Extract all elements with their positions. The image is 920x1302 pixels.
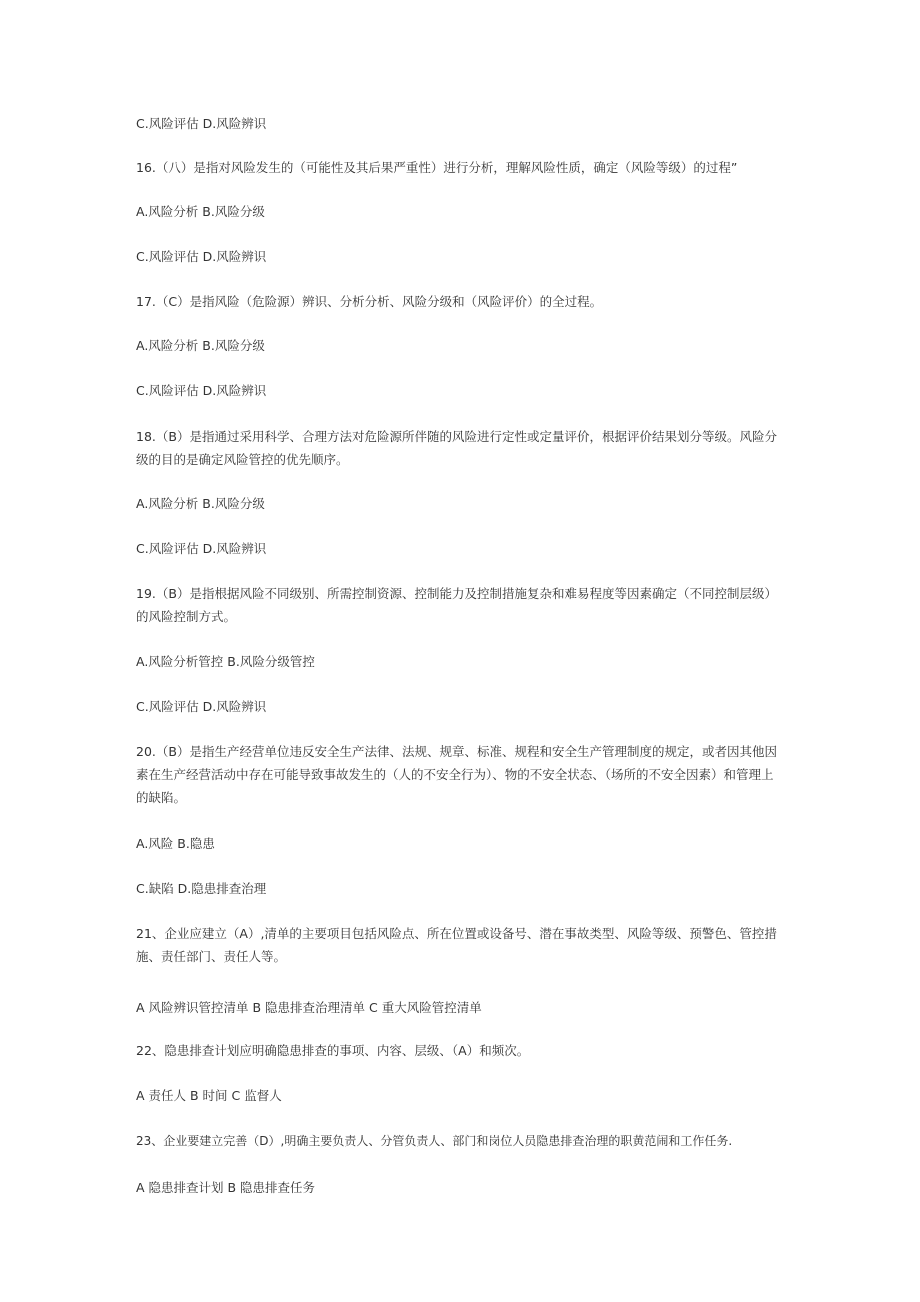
question-21: 21、企业应建立（A）,清单的主要项目包括风险点、所在位置或设备号、潜在事故类型、风险等级、预警色、管控措施、责任部门、责任人等。: [136, 926, 777, 964]
option-line: A 风险辨识管控清单 B 隐患排查治理清单 C 重大风险管控清单: [136, 1000, 482, 1015]
option-line: C.风险评估 D.风险辨识: [136, 116, 267, 131]
option-line: C.风险评估 D.风险辨识: [136, 249, 267, 264]
question-20: 20.（B）是指生产经营单位违反安全生产法律、法规、规章、标准、规程和安全生产管理制度的规定，或者因其他因素在生产经营活动中存在可能导致事故发生的（人的不安全行为）、物的不安全状态、（场所的不安全因素）和管理上的缺陷。: [136, 744, 777, 805]
option-line: A.风险分析 B.风险分级: [136, 338, 265, 353]
option-line: C.风险评估 D.风险辨识: [136, 699, 267, 714]
question-19: 19.（B）是指根据风险不同级别、所需控制资源、控制能力及控制措施复杂和难易程度等因素确定（不同控制层级）的风险控制方式。: [136, 586, 777, 624]
option-line: A 责任人 B 时间 C 监督人: [136, 1088, 282, 1103]
option-line: C.风险评估 D.风险辨识: [136, 383, 267, 398]
option-line: C.缺陷 D.隐患排查治理: [136, 881, 267, 896]
question-23: 23、企业要建立完善（D）,明确主要负责人、分管负责人、部门和岗位人员隐患排查治理的职黄范闹和工作任务.: [136, 1134, 733, 1148]
question-16: 16.（八）是指对风险发生的（可能性及其后果严重性）进行分析，理解风险性质，确定（风险等级）的过程”: [136, 160, 738, 175]
question-22: 22、隐患排查计划应明确隐患排查的事项、内容、层级、（A）和频次。: [136, 1043, 530, 1058]
question-17: 17.（C）是指风险（危险源）辨识、分析分析、风险分级和（风险评价）的全过程。: [136, 294, 603, 309]
option-line: A.风险分析 B.风险分级: [136, 496, 265, 511]
option-line: C.风险评估 D.风险辨识: [136, 541, 267, 556]
option-line: A.风险分析管控 B.风险分级管控: [136, 654, 315, 669]
option-line: A 隐患排查计划 B 隐患排查任务: [136, 1180, 316, 1195]
question-18: 18.（B）是指通过采用科学、合理方法对危险源所伴随的风险进行定性或定量评价，根据评价结果划分等级。风险分级的目的是确定风险管控的优先顺序。: [136, 429, 777, 467]
option-line: A.风险分析 B.风险分级: [136, 204, 265, 219]
option-line: A.风险 B.隐患: [136, 836, 215, 851]
